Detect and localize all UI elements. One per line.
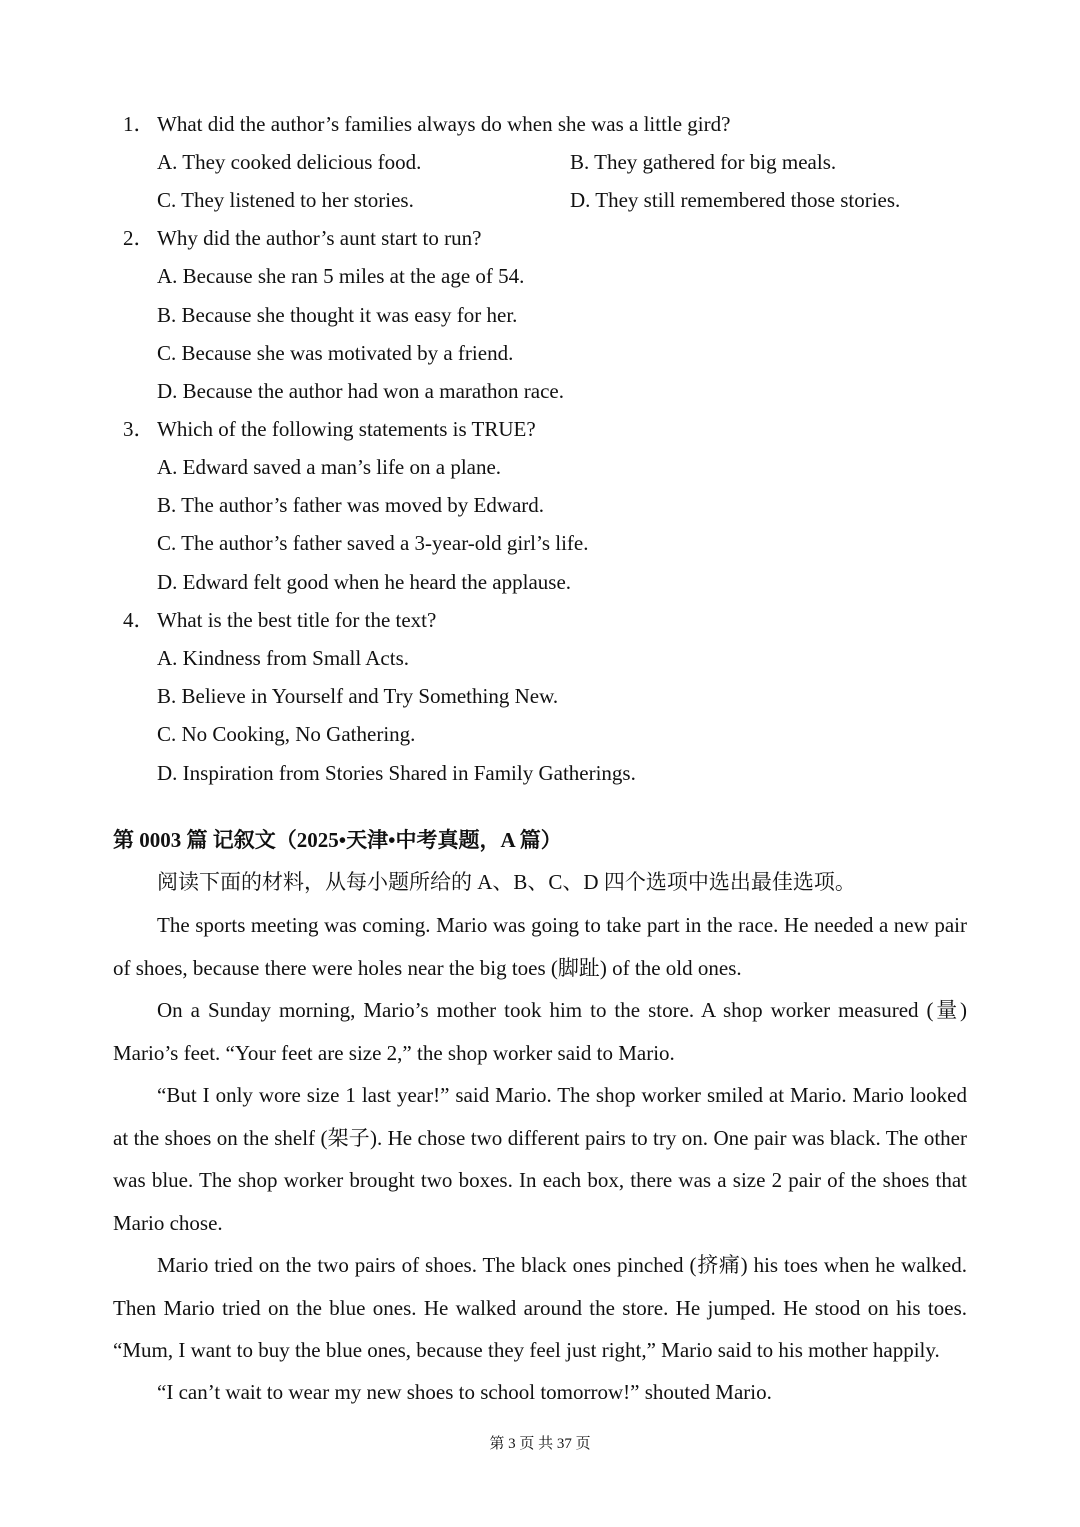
question-text: What is the best title for the text? <box>157 608 437 632</box>
question-number: 2． <box>123 226 155 250</box>
option-c: C. No Cooking, No Gathering. <box>157 722 416 746</box>
option-b: B. The author’s father was moved by Edward. <box>157 493 545 517</box>
passage-paragraph-1: The sports meeting was coming. Mario was going to take part in the race. He needed a new pair of shoes, because there were holes near the big toes (脚趾) of the old ones. <box>113 913 967 980</box>
option-d: D. Inspiration from Stories Shared in Family Gatherings. <box>157 761 636 785</box>
option-b: B. Because she thought it was easy for her. <box>157 303 518 327</box>
question-number: 4． <box>123 608 155 632</box>
option-a: A. Edward saved a man’s life on a plane. <box>157 455 502 479</box>
question-text: What did the author’s families always do when she was a little gird? <box>157 112 731 136</box>
section-title: 第 0003 篇 记叙文（2025•天津•中考真题，A 篇） <box>113 828 562 852</box>
option-b: B. Believe in Yourself and Try Something New. <box>157 684 559 708</box>
option-d: D. They still remembered those stories. <box>570 188 901 212</box>
option-d: D. Edward felt good when he heard the applause. <box>157 570 572 594</box>
option-c: C. They listened to her stories. <box>157 188 414 212</box>
passage-paragraph-2: On a Sunday morning, Mario’s mother took him to the store. A shop worker measured (量) Mario’s feet. “Your feet are size 2,” the shop worker said to Mario. <box>113 998 967 1065</box>
option-d: D. Because the author had won a marathon race. <box>157 379 564 403</box>
section-instruction: 阅读下面的材料，从每小题所给的 A、B、C、D 四个选项中选出最佳选项。 <box>157 870 856 894</box>
page-number: 第 3 页 共 37 页 <box>489 1436 591 1452</box>
option-a: A. They cooked delicious food. <box>157 150 422 174</box>
question-number: 3． <box>123 417 155 441</box>
passage-paragraph-5: “I can’t wait to wear my new shoes to school tomorrow!” shouted Mario. <box>157 1380 772 1404</box>
passage-paragraph-3: “But I only wore size 1 last year!” said Mario. The shop worker smiled at Mario. Mario looked at the shoes on the shelf (架子). He chose two different pairs to try on. One pair was black. The other was blue. The shop worker brought two boxes. In each box, there was a size 2 pair of the shoes that Mario chose. <box>113 1083 967 1235</box>
option-a: A. Kindness from Small Acts. <box>157 646 409 670</box>
question-text: Why did the author’s aunt start to run? <box>157 226 482 250</box>
option-c: C. Because she was motivated by a friend. <box>157 341 514 365</box>
option-a: A. Because she ran 5 miles at the age of 54. <box>157 264 525 288</box>
question-number: 1． <box>123 112 155 136</box>
option-c: C. The author’s father saved a 3-year-old girl’s life. <box>157 531 589 555</box>
option-b: B. They gathered for big meals. <box>570 150 837 174</box>
passage-paragraph-4: Mario tried on the two pairs of shoes. The black ones pinched (挤痛) his toes when he walked. Then Mario tried on the blue ones. He walked around the store. He jumped. He stood on his toes. “Mum, I want to buy the blue ones, because they feel just right,” Mario said to his mother happily. <box>113 1253 967 1362</box>
question-text: Which of the following statements is TRUE? <box>157 417 536 441</box>
